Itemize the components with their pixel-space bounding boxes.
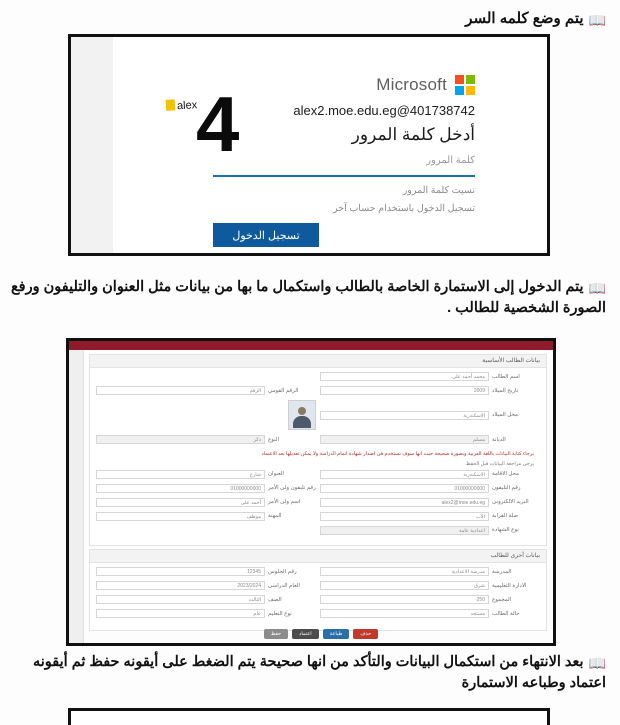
instruction-step-1-text: يتم وضع كلمه السر — [465, 10, 584, 27]
field-input[interactable]: مسلم — [320, 435, 489, 444]
field-label: نوع الشهادة — [492, 527, 519, 533]
forgot-password-link[interactable]: نسيت كلمة المرور — [402, 185, 475, 196]
field-input[interactable]: 12345 — [96, 567, 265, 576]
form-row — [96, 372, 540, 381]
form-field[interactable] — [320, 526, 540, 535]
book-icon-3: 📖 — [588, 655, 606, 671]
field-input[interactable]: 01000000000 — [96, 484, 265, 493]
avatar-head — [298, 407, 306, 415]
field-input[interactable]: مدرسة الاعدادية — [320, 567, 489, 576]
form-field[interactable] — [320, 484, 540, 493]
section-header-other: بيانات أخرى للطالب — [90, 550, 546, 563]
field-label: اسم ولى الأمر — [268, 499, 301, 505]
form-row — [96, 470, 540, 479]
form-row — [96, 526, 540, 535]
screenshot-student-form — [66, 338, 556, 646]
field-label: اسم الطالب — [492, 373, 520, 380]
form-section-basic-data — [89, 354, 547, 546]
field-input[interactable]: alex2@moe.edu.eg — [320, 498, 489, 507]
field-input[interactable]: مستجد — [320, 609, 489, 618]
student-photo[interactable] — [288, 400, 316, 430]
form-row — [96, 512, 540, 521]
form-field[interactable] — [96, 595, 316, 604]
annotation-label-text: alex — [176, 99, 198, 113]
field-label: المدرسة — [492, 568, 512, 575]
use-another-account-link[interactable]: تسجيل الدخول باستخدام حساب آخر — [332, 203, 475, 214]
book-icon: 📖 — [588, 12, 606, 28]
form-field[interactable] — [320, 372, 540, 381]
field-label: محل الميلاد — [492, 412, 518, 418]
field-input[interactable]: 250 — [320, 595, 489, 604]
field-label: الديانة — [492, 436, 506, 443]
field-input[interactable]: أحمد على — [96, 498, 265, 507]
form-warning-note: برجاء كتابة البيانات باللغة العربية وبصورة صحيحة حيث انها سوف تستخدم فى اصدار شهادة اتمام الدراسة ولا يمكن تعديلها بعد الاعتماد — [261, 451, 534, 457]
field-input[interactable]: محمد أحمد على — [320, 372, 489, 381]
signin-left-panel — [71, 37, 113, 253]
form-field[interactable] — [320, 386, 540, 395]
delete-button[interactable]: حذف — [353, 629, 378, 639]
field-label: تاريخ الميلاد — [492, 387, 519, 394]
book-icon-2: 📖 — [588, 280, 606, 296]
microsoft-logo — [376, 75, 475, 95]
section-basic-rows — [90, 368, 546, 544]
password-prompt-title: أدخل كلمة المرور — [351, 125, 475, 144]
field-input[interactable]: 2009 — [320, 386, 489, 395]
field-label: الرقم القومي — [268, 387, 299, 394]
form-field[interactable] — [320, 609, 540, 618]
form-field[interactable] — [96, 498, 316, 507]
form-field[interactable] — [320, 595, 540, 604]
form-field[interactable] — [320, 498, 540, 507]
field-input[interactable]: اعدادية عامة — [320, 526, 489, 535]
field-label: العنوان — [268, 471, 284, 477]
form-hint-note: يرجى مراجعة البيانات قبل الحفظ — [465, 460, 534, 467]
field-input[interactable]: الرقم — [96, 386, 265, 395]
field-input[interactable]: 2023/2024 — [96, 581, 265, 590]
save-button[interactable]: حفظ — [264, 629, 288, 639]
field-label: المجموع — [492, 596, 512, 603]
field-label: نوع التعليم — [268, 610, 292, 617]
screenshot-microsoft-signin — [68, 34, 550, 256]
form-row — [96, 567, 540, 576]
signin-button[interactable]: تسجيل الدخول — [213, 223, 319, 247]
field-label: البريد الالكترونى — [492, 499, 529, 505]
field-input[interactable]: ذكر — [96, 435, 265, 444]
field-input[interactable]: شرق — [320, 581, 489, 590]
microsoft-squares-icon — [455, 75, 475, 95]
field-label: رقم الجلوس — [268, 568, 297, 575]
account-email: alex2.moe.edu.eg@401738742 — [293, 103, 475, 118]
field-label: الصف — [268, 596, 282, 603]
field-input[interactable]: 01000000000 — [320, 484, 489, 493]
instruction-step-1 — [0, 8, 620, 30]
annotation-step-number: 4 — [196, 80, 240, 168]
form-field[interactable] — [320, 567, 540, 576]
field-label: الادارة التعليمية — [492, 582, 527, 589]
instruction-step-3 — [0, 652, 620, 694]
instruction-step-2-text: يتم الدخول إلى الاستمارة الخاصة بالطالب واستكمال ما بها من بيانات مثل العنوان والتليفون ورفع الصورة الشخصية للطالب . — [10, 279, 606, 317]
screenshot-partial-bottom — [68, 708, 550, 725]
field-label: حالة الطالب — [492, 610, 520, 617]
form-section-other-data — [89, 549, 547, 631]
form-field[interactable] — [320, 512, 540, 521]
form-row — [96, 484, 540, 493]
field-input[interactable]: موظف — [96, 512, 265, 521]
field-input[interactable]: عام — [96, 609, 265, 618]
instruction-step-3-text: بعد الانتهاء من استكمال البيانات والتأكد من انها صحيحة يتم الضغط على أيقونه حفظ ثم أيقونه اعتماد وطباعه الاستمارة — [33, 654, 606, 692]
form-field[interactable] — [96, 484, 316, 493]
form-field[interactable] — [320, 581, 540, 590]
avatar-body — [293, 416, 311, 428]
form-row — [96, 595, 540, 604]
field-input[interactable]: الاسكندرية — [320, 411, 489, 420]
form-row — [96, 581, 540, 590]
instruction-step-2 — [0, 277, 620, 319]
field-input[interactable]: الأب — [320, 512, 489, 521]
field-label: العام الدراسى — [268, 582, 300, 589]
field-label: محل الاقامة — [492, 471, 520, 477]
form-top-bar — [69, 341, 553, 350]
form-field[interactable] — [96, 609, 316, 618]
form-field[interactable] — [96, 581, 316, 590]
field-label: صلة القرابة — [492, 513, 518, 519]
form-field[interactable] — [96, 470, 316, 479]
form-row — [96, 498, 540, 507]
section-header-basic: بيانات الطالب الأساسية — [90, 355, 546, 368]
form-field[interactable] — [320, 411, 540, 420]
form-row — [96, 386, 540, 395]
form-field[interactable] — [320, 470, 540, 479]
approve-button[interactable]: اعتماد — [292, 629, 319, 639]
field-label: النوع — [268, 436, 279, 443]
print-button[interactable]: طباعة — [323, 629, 350, 639]
field-input[interactable]: شارع — [96, 470, 265, 479]
form-side-rail — [69, 350, 84, 643]
form-row — [96, 435, 540, 444]
form-action-buttons — [89, 629, 553, 639]
field-input[interactable]: الثالث — [96, 595, 265, 604]
form-field[interactable] — [320, 435, 540, 444]
field-label: رقم التليفون — [492, 485, 521, 491]
annotation-label — [166, 98, 198, 113]
form-field[interactable] — [96, 512, 316, 521]
form-row-with-photo — [96, 400, 540, 430]
microsoft-wordmark: Microsoft — [376, 75, 447, 94]
form-field[interactable] — [96, 435, 316, 444]
student-photo-cell[interactable] — [96, 400, 316, 430]
form-field[interactable] — [96, 567, 316, 576]
form-row — [96, 609, 540, 618]
field-label: المهنة — [268, 513, 282, 519]
highlight-mark-icon — [166, 99, 176, 110]
section-other-rows — [90, 563, 546, 627]
password-input[interactable]: كلمة المرور — [213, 155, 475, 177]
field-input[interactable]: الاسكندرية — [320, 470, 489, 479]
field-label: رقم تليفون ولى الأمر — [268, 485, 316, 491]
form-field[interactable] — [96, 386, 316, 395]
